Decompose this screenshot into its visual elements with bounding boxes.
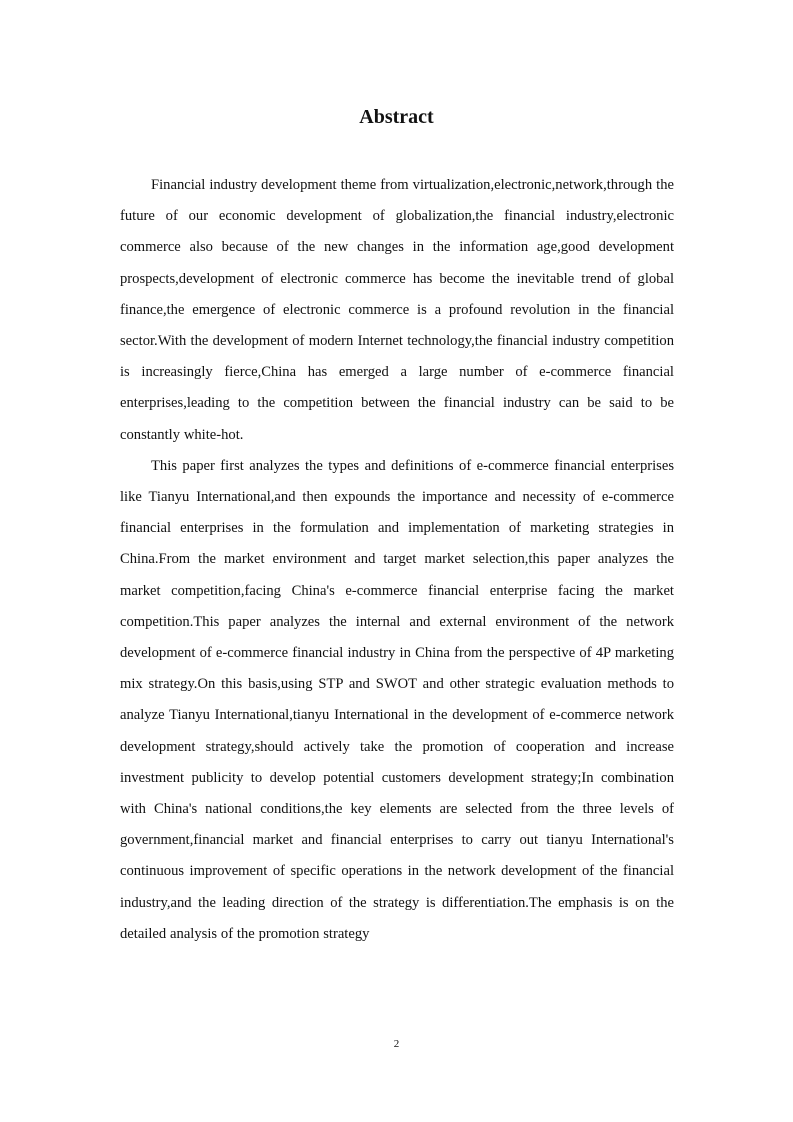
page-number: 2	[393, 1038, 400, 1050]
abstract-paragraph-1: Financial industry development theme from virtualization,electronic,network,through the future of our economic development of globalization,the financial industry,electronic commerce also because of the new changes in the information age,good development prospects,development of electronic commerce has become the inevitable trend of global finance,the emergence of electronic commerce is a profound revolution in the financial sector.With the development of modern Internet technology,the financial industry competition is increasingly fierce,China has emerged a large number of e-commerce financial enterprises,leading to the competition between the financial industry can be said to be constantly white-hot.	[120, 177, 674, 443]
page-title: Abstract	[359, 106, 434, 128]
abstract-paragraph-2: This paper first analyzes the types and definitions of e-commerce financial enterprises like Tianyu International,and then expounds the importance and necessity of e-commerce financial enterprises in the formulation and implementation of marketing strategies in China.From the market environment and target market selection,this paper analyzes the market competition,facing China's e-commerce financial enterprise facing the market competition.This paper analyzes the internal and external environment of the network development of e-commerce financial industry in China from the perspective of 4P marketing mix strategy.On this basis,using STP and SWOT and other strategic evaluation methods to analyze Tianyu International,tianyu International in the development of e-commerce network development strategy,should actively take the promotion of cooperation and increase investment publicity to develop potential customers development strategy;In combination with China's national conditions,the key elements are selected from the three levels of government,financial market and financial enterprises to carry out tianyu International's continuous improvement of specific operations in the network development of the financial industry,and the leading direction of the strategy is differentiation.The emphasis is on the detailed analysis of the promotion strategy	[120, 457, 674, 942]
abstract-body	[120, 170, 674, 950]
